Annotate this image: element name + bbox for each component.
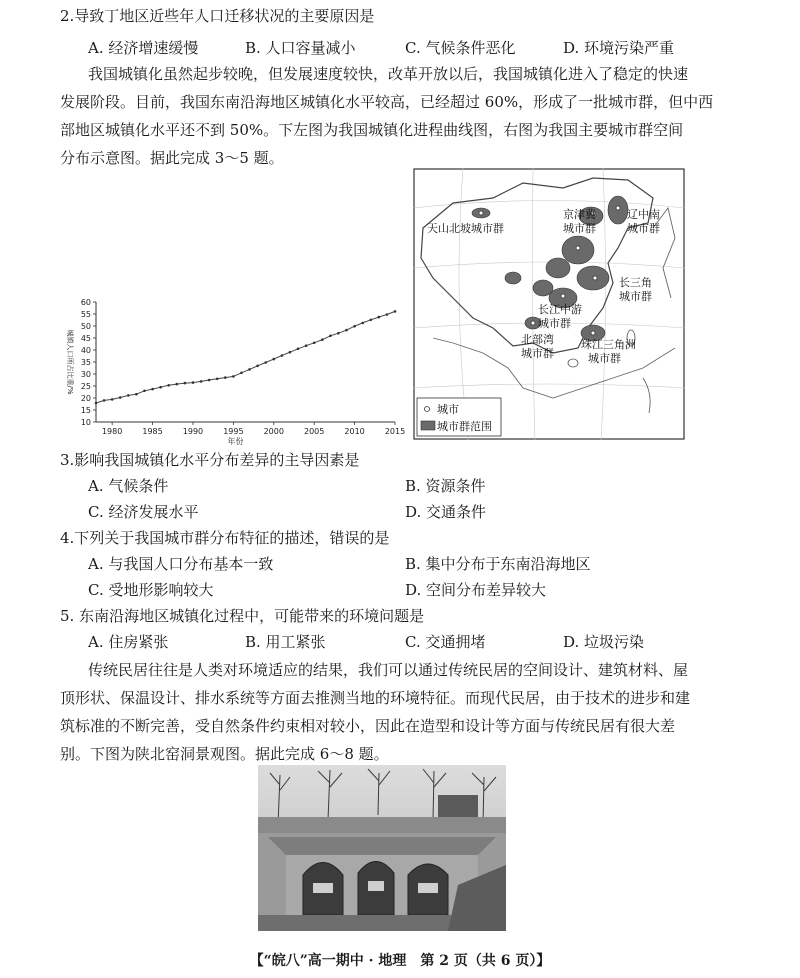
q5-option-a: A. 住房紧张 — [88, 633, 169, 651]
y-tick-label: 50 — [80, 322, 91, 331]
label-zhujiang-2: 城市群 — [588, 352, 621, 365]
y-tick-label: 60 — [80, 298, 91, 307]
label-beibuwan-1: 北部湾 — [521, 333, 554, 346]
passage2-line3: 筑标准的不断完善，受自然条件约束相对较小，因此在造型和设计等方面与传统民居有很大差 — [60, 717, 676, 735]
q4-option-a: A. 与我国人口分布基本一致 — [88, 555, 274, 573]
data-point — [111, 398, 114, 401]
map-legend — [417, 398, 501, 436]
passage1-line2: 发展阶段。目前，我国东南沿海地区城镇化水平较高，已经超过 60%，形成了一批城市群，但中西 — [60, 93, 714, 111]
series-line — [96, 311, 395, 403]
data-point — [224, 376, 227, 379]
q2-option-a: A. 经济增速缓慢 — [88, 39, 199, 57]
y-tick-label: 10 — [80, 418, 91, 427]
q2-option-b: B. 人口容量减小 — [245, 39, 356, 57]
x-tick-label: 1990 — [182, 427, 204, 436]
label-liaozhongnan-1: 辽中南 — [627, 208, 660, 221]
data-point — [378, 316, 381, 319]
x-tick-label: 2015 — [384, 427, 406, 436]
data-point — [216, 378, 219, 381]
x-tick-label: 2005 — [304, 427, 325, 436]
y-tick-label: 40 — [80, 346, 91, 355]
legend-region: 城市群范围 — [437, 420, 492, 433]
label-beibuwan-2: 城市群 — [521, 347, 554, 360]
label-changsanjiao-1: 长三角 — [619, 276, 652, 289]
data-point — [151, 388, 154, 391]
label-tianshan: 天山北坡城市群 — [427, 222, 504, 235]
data-point — [289, 351, 292, 354]
q5-stem: 5. 东南沿海地区城镇化过程中，可能带来的环境问题是 — [60, 607, 425, 625]
q4-option-b: B. 集中分布于东南沿海地区 — [405, 555, 591, 573]
y-tick-label: 45 — [80, 334, 91, 343]
data-point — [159, 386, 162, 389]
data-point — [95, 402, 98, 405]
q5-option-b: B. 用工紧张 — [245, 633, 326, 651]
data-point — [273, 358, 276, 361]
legend-city: 城市 — [437, 403, 459, 416]
q3-option-b: B. 资源条件 — [405, 477, 486, 495]
page-footer: 【“皖八”高一期中 · 地理 第 2 页（共 6 页）】 — [249, 953, 551, 969]
data-point — [176, 383, 179, 386]
q2-option-d: D. 环境污染严重 — [563, 39, 675, 57]
x-tick-label: 2010 — [344, 427, 365, 436]
y-tick-label: 25 — [80, 382, 91, 391]
passage1-line3: 部地区城镇化水平还不到 50%。下左图为我国城镇化进程曲线图，右图为我国主要城市群空间 — [60, 121, 684, 139]
data-point — [394, 310, 397, 313]
data-point — [281, 354, 284, 357]
data-point — [240, 372, 243, 375]
data-point — [184, 382, 187, 385]
data-point — [248, 368, 251, 371]
city-cluster-map — [413, 168, 685, 440]
data-point — [167, 384, 170, 387]
y-tick-label: 20 — [80, 394, 91, 403]
label-changsanjiao-2: 城市群 — [619, 290, 652, 303]
data-point — [297, 348, 300, 351]
x-tick-label: 2000 — [263, 427, 284, 436]
label-jingjinji-1: 京津冀 — [563, 208, 596, 221]
data-point — [200, 380, 203, 383]
x-axis-title: 年份 — [227, 437, 244, 446]
data-point — [370, 319, 373, 322]
urbanization-line-chart — [60, 290, 410, 450]
y-tick-label: 55 — [80, 310, 91, 319]
q5-option-d: D. 垃圾污染 — [563, 633, 645, 651]
data-point — [256, 365, 259, 368]
label-zhujiang-1: 珠江三角洲 — [581, 338, 636, 351]
data-point — [264, 361, 267, 364]
data-point — [321, 338, 324, 341]
q2-option-c: C. 气候条件恶化 — [405, 39, 516, 57]
data-point — [386, 313, 389, 316]
passage1-line4: 分布示意图。据此完成 3～5 题。 — [60, 149, 284, 167]
y-axis-title: 城镇人口所占比重/% — [66, 329, 74, 395]
passage2-line4: 别。下图为陕北窑洞景观图。据此完成 6～8 题。 — [60, 745, 389, 763]
passage2-line2: 顶形状、保温设计、排水系统等方面去推测当地的环境特征。而现代民居，由于技术的进步和建 — [60, 689, 691, 707]
passage2-line1: 传统民居往往是人类对环境适应的结果，我们可以通过传统民居的空间设计、建筑材料、屋 — [88, 661, 689, 679]
data-point — [353, 325, 356, 328]
data-point — [361, 322, 364, 325]
q5-option-c: C. 交通拥堵 — [405, 633, 486, 651]
data-point — [232, 375, 235, 378]
label-liaozhongnan-2: 城市群 — [627, 222, 660, 235]
q3-option-a: A. 气候条件 — [88, 477, 169, 495]
data-point — [192, 381, 195, 384]
data-point — [103, 399, 106, 402]
q4-stem: 4.下列关于我国城市群分布特征的描述，错误的是 — [60, 529, 390, 547]
data-point — [143, 390, 146, 393]
q2-stem: 2.导致丁地区近些年人口迁移状况的主要原因是 — [60, 7, 375, 25]
x-tick-label: 1980 — [101, 427, 123, 436]
x-tick-label: 1995 — [223, 427, 244, 436]
data-point — [208, 379, 211, 382]
data-point — [337, 332, 340, 335]
y-tick-label: 15 — [80, 406, 91, 415]
q4-option-d: D. 空间分布差异较大 — [405, 581, 547, 599]
passage1-line1: 我国城镇化虽然起步较晚，但发展速度较快，改革开放以后，我国城镇化进入了稳定的快速 — [88, 65, 689, 83]
data-point — [127, 394, 130, 397]
data-point — [313, 342, 316, 345]
q4-option-c: C. 受地形影响较大 — [88, 581, 214, 599]
q3-stem: 3.影响我国城镇化水平分布差异的主导因素是 — [60, 451, 360, 469]
data-point — [329, 335, 332, 338]
label-jingjinji-2: 城市群 — [563, 222, 596, 235]
y-tick-label: 30 — [80, 370, 91, 379]
label-changjiang-2: 城市群 — [538, 317, 571, 330]
cave-dwelling-photo — [258, 765, 506, 931]
y-tick-label: 35 — [80, 358, 91, 367]
data-point — [305, 344, 308, 347]
data-point — [119, 396, 122, 399]
label-changjiang-1: 长江中游 — [538, 303, 582, 316]
x-tick-label: 1985 — [142, 427, 163, 436]
q3-option-c: C. 经济发展水平 — [88, 503, 199, 521]
q3-option-d: D. 交通条件 — [405, 503, 487, 521]
data-point — [345, 329, 348, 332]
data-point — [135, 393, 138, 396]
